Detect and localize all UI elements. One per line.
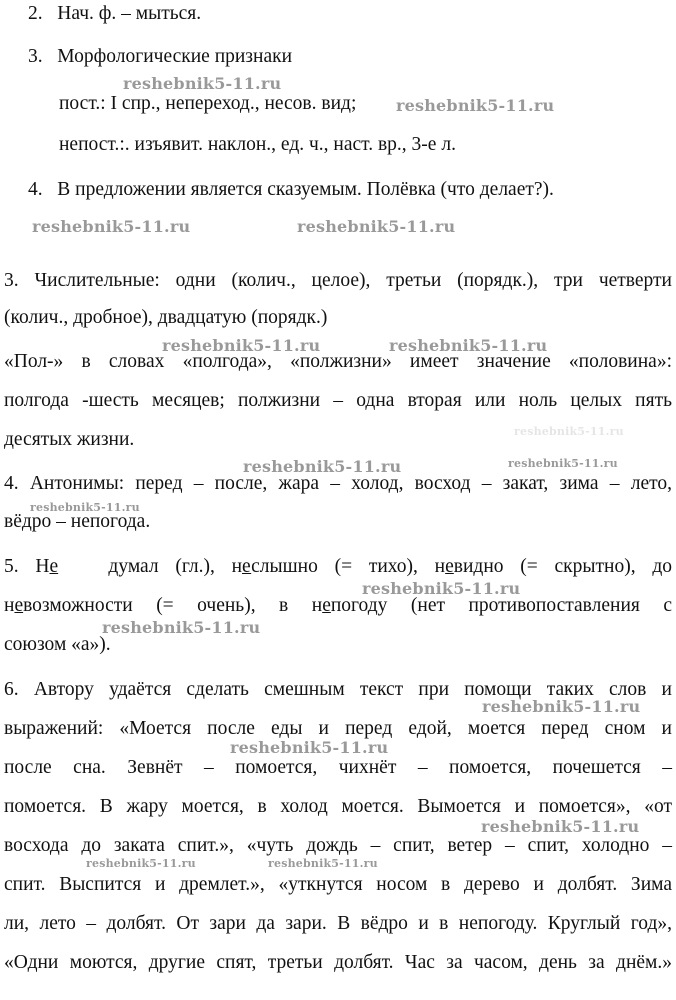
watermark: reshebnik5-11.ru (396, 96, 555, 115)
watermark: reshebnik5-11.ru (102, 618, 261, 637)
task-3-line-5: десятых жизни. (4, 429, 135, 450)
task-6-line-6: спит. Выспится и дремлет.», «уткнутся носом в дерево и долбят. Зима (4, 874, 672, 895)
watermark: reshebnik5-11.ru (481, 817, 640, 836)
watermark: reshebnik5-11.ru (482, 697, 641, 716)
watermark: reshebnik5-11.ru (508, 457, 618, 470)
watermark: reshebnik5-11.ru (243, 457, 402, 476)
underlined-letter: е (445, 556, 454, 577)
task-6-line-2: выражений: «Моется после еды и перед едой, моется перед сном и (4, 718, 672, 739)
task-6-line-8: «Одни моются, другие спят, третьи долбят. Час за часом, день за днём.» (4, 952, 672, 973)
task-4-line-2: вёдро – непогода. (4, 511, 151, 532)
watermark: reshebnik5-11.ru (514, 425, 624, 438)
task-6-line-4: помоется. В жару моется, в холод моется. Вымоется и помоется», «от (4, 796, 672, 817)
underlined-letter: е (322, 595, 331, 616)
item-3-variable-features: непост.:. изъявит. наклон., ед. ч., наст. вр., 3-е л. (59, 134, 456, 155)
watermark: reshebnik5-11.ru (297, 217, 456, 236)
task-6-line-5: восхода до заката спит.», «чуть дождь – спит, ветер – спит, холодно – (4, 835, 672, 856)
item-4-text: В предложении является сказуемым. Полёвка (что делает?). (57, 179, 554, 200)
task-3-line-2: (колич., дробное), двадцатую (порядк.) (4, 307, 328, 328)
task-5-line-3: союзом «а»). (4, 634, 111, 655)
watermark: reshebnik5-11.ru (389, 336, 548, 355)
task-3-line-4: полгода -шесть месяцев; полжизни – одна вторая или ноль целых пять (4, 390, 672, 411)
watermark: reshebnik5-11.ru (123, 74, 282, 93)
task-3-line-3: «Пол-» в словах «полгода», «полжизни» имеет значение «половина»: (4, 351, 672, 372)
task-5-line-1: 5. Не думал (гл.), неслышно (= тихо), невидно (= скрытно), до (4, 556, 673, 577)
underlined-letter: е (14, 595, 24, 616)
item-3-title: Морфологические признаки (57, 46, 293, 67)
item-4 (28, 178, 554, 201)
item-2 (28, 2, 201, 25)
watermark: reshebnik5-11.ru (86, 857, 196, 870)
item-4-number: 4. (28, 179, 43, 200)
item-3-permanent-features: пост.: I спр., непереход., несов. вид; (59, 93, 357, 114)
watermark: reshebnik5-11.ru (268, 857, 378, 870)
task-5-line-2: невозможности (= очень), в непогоду (нет противопоставления с (4, 595, 672, 616)
watermark: reshebnik5-11.ru (230, 738, 389, 757)
underlined-letter: е (242, 556, 252, 577)
task-6-line-1: 6. Автору удаётся сделать смешным текст при помощи таких слов и (4, 679, 672, 700)
watermark: reshebnik5-11.ru (32, 217, 191, 236)
watermark: reshebnik5-11.ru (162, 336, 321, 355)
item-2-number: 2. (28, 3, 43, 24)
task-6-line-3: после сна. Зевнёт – помоется, чихнёт – помоется, почешется – (4, 757, 672, 778)
underlined-letter: е (49, 556, 59, 577)
task-3-line-1: 3. Числительные: одни (колич., целое), третьи (порядк.), три четверти (4, 270, 672, 291)
watermark: reshebnik5-11.ru (30, 501, 140, 514)
item-2-text: Нач. ф. – мыться. (57, 3, 202, 24)
watermark: reshebnik5-11.ru (362, 579, 521, 598)
task-4-line-1: 4. Антонимы: перед – после, жара – холод, восход – закат, зима – лето, (4, 473, 672, 494)
task-5-number: 5. (4, 556, 19, 577)
item-3-number: 3. (28, 46, 43, 67)
task-6-line-7: ли, лето – долбят. От зари да зари. В вёдро и в непогоду. Круглый год», (4, 913, 672, 934)
item-3-heading (28, 45, 292, 68)
